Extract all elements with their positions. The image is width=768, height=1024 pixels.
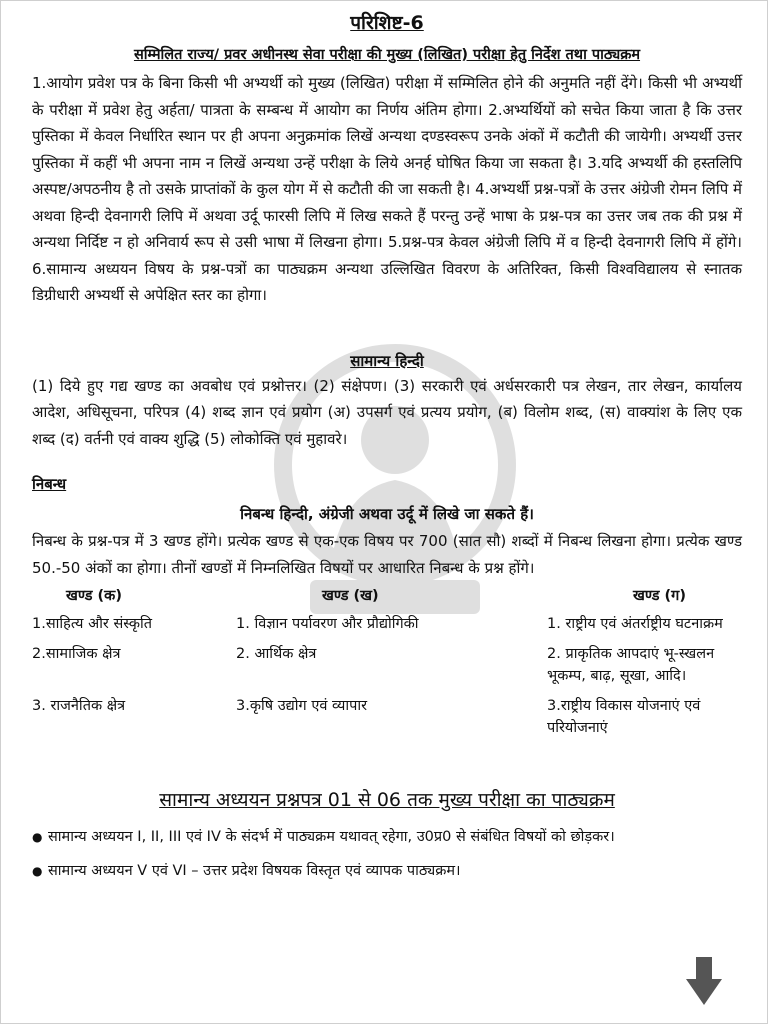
bullet-icon: ●	[32, 864, 43, 878]
table-cell: 2. आर्थिक क्षेत्र	[236, 646, 317, 662]
table-header-row	[32, 585, 742, 611]
table-cell: 2. प्राकृतिक आपदाएं भू-स्खलन भूकम्प, बाढ़, सूखा, आदि।	[547, 646, 715, 684]
table-row	[32, 641, 742, 693]
down-arrow-icon[interactable]	[686, 957, 722, 1005]
table-cell: 1.साहित्य और संस्कृति	[32, 616, 153, 632]
essay-heading: निबन्ध	[32, 475, 67, 493]
table-row	[32, 693, 742, 745]
column-header-ka: खण्ड (क)	[66, 588, 122, 604]
table-cell: 3.राष्ट्रीय विकास योजनाएं एवं परियोजनाएं	[547, 698, 701, 736]
column-header-ga: खण्ड (ग)	[633, 588, 686, 604]
hindi-syllabus-text: (1) दिये हुए गद्य खण्ड का अवबोध एवं प्रश्नोत्तर। (2) संक्षेपण। (3) सरकारी एवं अर्धसरकारी पत्र लेखन, तार लेखन, कार्यालय आदेश, अधिसूचना, परिपत्र (4) शब्द ज्ञान एवं प्रयोग (अ) उपसर्ग एवं प्रत्यय प्रयोग, (ब) विलोम शब्द, (स) वाक्यांश के लिए एक शब्द (द) वर्तनी एवं वाक्य शुद्धि (5) लोकोक्ति एवं मुहावरे।	[32, 376, 742, 448]
essay-language-note: निबन्ध हिन्दी, अंग्रेजी अथवा उर्दू में लिखे जा सकते हैं।	[240, 505, 534, 523]
table-row	[32, 611, 742, 641]
bullet-text: सामान्य अध्ययन I, II, III एवं IV के संदर्भ में पाठ्यक्रम यथावत् रहेगा, उ0प्र0 से संबंधित विषयों को छोड़कर।	[48, 829, 615, 845]
instructions-paragraph: 1.आयोग प्रवेश पत्र के बिना किसी भी अभ्यर्थी को मुख्य (लिखित) परीक्षा में सम्मिलित होने की अनुमति नहीं देंगे। किसी भी अभ्यर्थी के परीक्षा में प्रवेश हेतु अर्हता/ पात्रता के सम्बन्ध में आयोग का निर्णय अंतिम होगा। 2.अभ्यर्थियों को सचेत किया जाता है कि उत्तर पुस्तिका में केवल निर्धारित स्थान पर ही अपना अनुक्रमांक लिखें अन्यथा दण्डस्वरूप उनके अंकों में कटौती की जायेगी। अभ्यर्थी उत्तर पुस्तिका में कहीं भी अपना नाम न लिखें अन्यथा उन्हें परीक्षा के लिये अनर्ह घोषित किया जा सकता है। 3.यदि अभ्यर्थी की हस्तलिपि अस्पष्ट/अपठनीय है तो उसके प्राप्तांकों के कुल योग में से कटौती की जा सकती है। 4.अभ्यर्थी प्रश्न-पत्रों के उत्तर अंग्रेजी रोमन लिपि में अथवा हिन्दी देवनागरी लिपि में अथवा उर्दू फारसी लिपि में लिख सकते हैं परन्तु उन्हें भाषा के प्रश्न-पत्र का उत्तर जब तक की प्रश्न में अन्यथा निर्दिष्ट न हो अनिवार्य रूप से उसी भाषा में लिखना होगा। 5.प्रश्न-पत्र केवल अंग्रेजी लिपि में व हिन्दी देवनागरी लिपि में होंगे। 6.सामान्य अध्ययन विषय के प्रश्न-पत्रों का पाठ्यक्रम अन्यथा उल्लिखित विवरण के अतिरिक्त, किसी विश्वविद्यालय से स्नातक डिग्रीधारी अभ्यर्थी से अपेक्षित स्तर का होगा।	[32, 74, 742, 304]
list-item	[32, 859, 742, 883]
gs-syllabus-heading: सामान्य अध्ययन प्रश्नपत्र 01 से 06 तक मुख्य परीक्षा का पाठ्यक्रम	[159, 789, 615, 811]
table-cell: 1. राष्ट्रीय एवं अंतर्राष्ट्रीय घटनाक्रम	[547, 616, 723, 632]
column-header-kha: खण्ड (ख)	[322, 588, 379, 604]
hindi-heading: सामान्य हिन्दी	[350, 351, 424, 370]
bullet-icon: ●	[32, 830, 43, 844]
table-cell: 1. विज्ञान पर्यावरण और प्रौद्योगिकी	[236, 616, 419, 632]
list-item	[32, 825, 742, 849]
essay-sections-table	[32, 585, 742, 745]
bullet-text: सामान्य अध्ययन V एवं VI – उत्तर प्रदेश विषयक विस्तृत एवं व्यापक पाठ्यक्रम।	[48, 863, 461, 879]
page-subtitle: सम्मिलित राज्य/ प्रवर अधीनस्थ सेवा परीक्षा की मुख्य (लिखित) परीक्षा हेतु निर्देश तथा पाठ्यक्रम	[133, 47, 641, 63]
table-cell: 3.कृषि उद्योग एवं व्यापार	[236, 698, 368, 714]
table-cell: 3. राजनैतिक क्षेत्र	[32, 698, 126, 714]
document-content	[32, 10, 742, 893]
page-title: परिशिष्ट-6	[350, 12, 424, 34]
essay-description: निबन्ध के प्रश्न-पत्र में 3 खण्ड होंगे। प्रत्येक खण्ड से एक-एक विषय पर 700 (सात सौ) शब्दों में निबन्ध लिखना होगा। प्रत्येक खण्ड 50.-50 अंकों का होगा। तीनों खण्डों में निम्नलिखित विषयों पर आधारित निबन्ध के प्रश्न होंगे।	[32, 532, 742, 577]
table-cell: 2.सामाजिक क्षेत्र	[32, 646, 121, 662]
